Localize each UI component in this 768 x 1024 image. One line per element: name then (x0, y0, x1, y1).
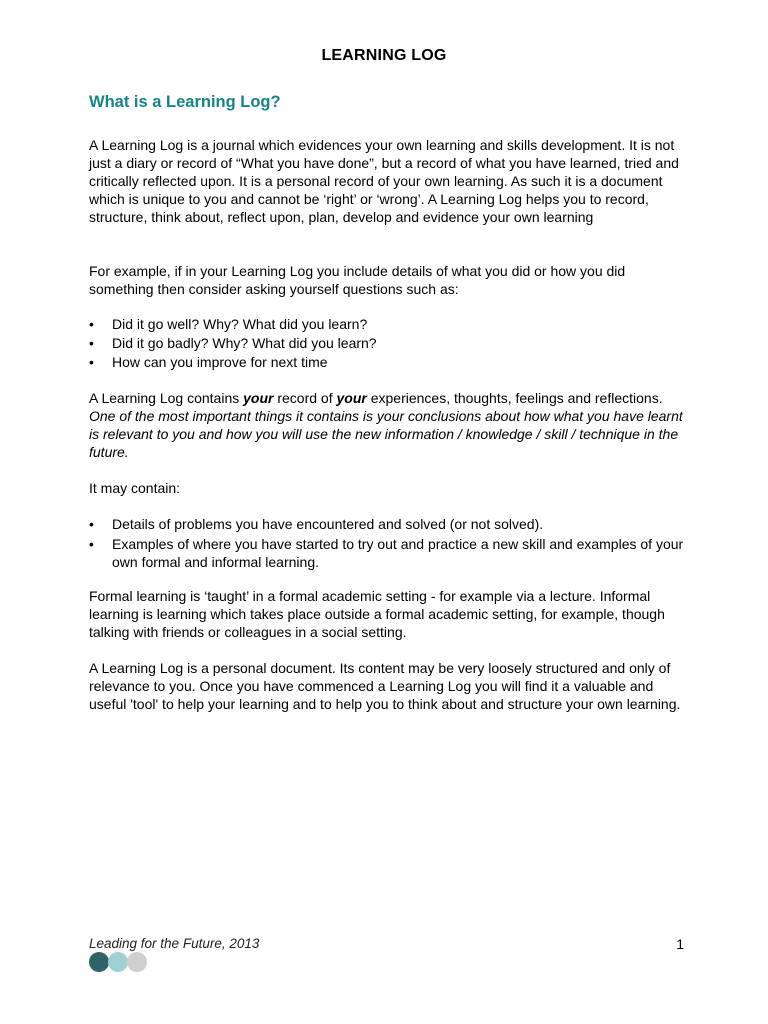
list-item: • Details of problems you have encountered and solved (or not solved). (89, 516, 544, 532)
document-title: LEARNING LOG (321, 47, 447, 64)
bullet-icon: • (89, 536, 94, 552)
footer-logo-dots (89, 952, 146, 972)
paragraph-personal-document: A Learning Log is a personal document. Its content may be very loosely structured and only of relevance to you. Once you have commenced a Learning Log you will find it a valuable and useful 'tool' to help your learning and to help you to think about and structure your own learning. (89, 660, 681, 712)
bullet-icon: • (89, 354, 94, 370)
paragraph-intro: A Learning Log is a journal which evidences your own learning and skills development. It is not just a diary or record of “What you have done”, but a record of what you have learned, tried and critically reflected upon. It is a personal record of your own learning. As such it is a document which is unique to you and cannot be ‘right’ or ‘wrong’. A Learning Log helps you to record, structure, think about, reflect upon, plan, develop and evidence your own learning (89, 137, 679, 225)
page-number: 1 (676, 936, 684, 952)
questions-list (89, 315, 689, 372)
bullet-icon: • (89, 335, 94, 351)
list-item: • Did it go badly? Why? What did you learn? (89, 335, 377, 351)
contents-list (89, 515, 689, 573)
logo-dot-icon (89, 952, 109, 972)
bullet-icon: • (89, 516, 94, 532)
paragraph-formal-learning: Formal learning is ‘taught’ in a formal academic setting - for example via a lecture. Informal learning is learning which takes place outside a formal academic setting, for example, though talking with friends or colleagues in a social setting. (89, 588, 665, 640)
footer-text: Leading for the Future, 2013 (89, 936, 260, 951)
paragraph-may-contain: It may contain: (89, 480, 181, 496)
bullet-icon: • (89, 316, 94, 332)
logo-dot-icon (127, 952, 147, 972)
list-item: • How can you improve for next time (89, 354, 328, 370)
paragraph-contains: A Learning Log contains your record of your experiences, thoughts, feelings and reflections. One of the most important things it contains is your conclusions about how what you have learnt is relevant to you and how you will use the new information / knowledge / skill / technique in the future. (89, 390, 683, 460)
paragraph-example: For example, if in your Learning Log you include details of what you did or how you did something then consider asking yourself questions such as: (89, 263, 626, 297)
list-item: • Did it go well? Why? What did you learn? (89, 316, 368, 332)
list-item: • Examples of where you have started to try out and practice a new skill and examples of your own formal and informal learning. (89, 536, 684, 570)
section-heading: What is a Learning Log? (89, 93, 281, 111)
logo-dot-icon (108, 952, 128, 972)
